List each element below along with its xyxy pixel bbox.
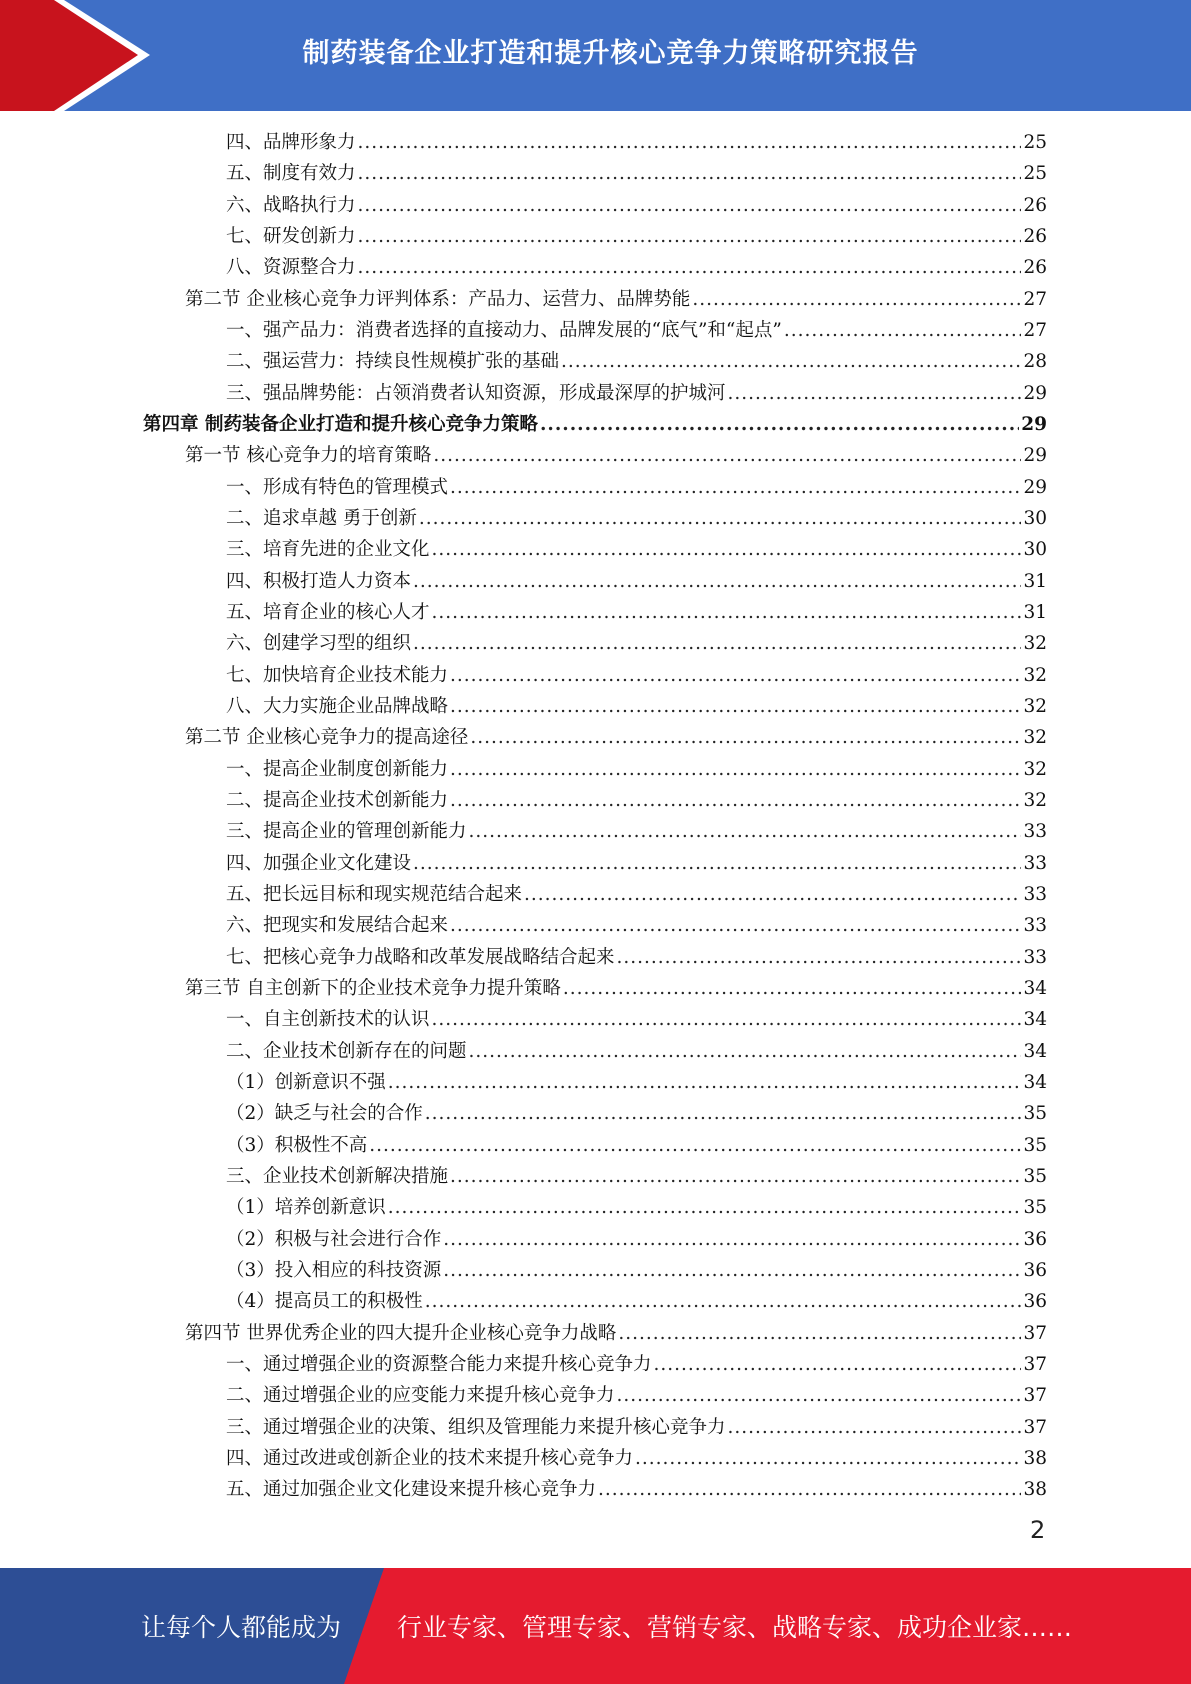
toc-entry-label: 四、积极打造人力资本 <box>226 570 412 592</box>
toc-entry-label: 一、自主创新技术的认识 <box>226 1009 430 1031</box>
toc-section-entry[interactable] <box>185 284 1047 315</box>
toc-subsection-entry[interactable] <box>226 1161 1047 1192</box>
toc-entry-page: 32 <box>1023 758 1047 780</box>
toc-dot-leader <box>617 1380 1022 1411</box>
toc-subsection-entry[interactable] <box>226 628 1047 659</box>
toc-entry-page: 32 <box>1023 727 1047 749</box>
toc-entry-page: 29 <box>1023 476 1047 498</box>
toc-dot-leader <box>432 1004 1022 1035</box>
toc-subsection-entry[interactable] <box>226 848 1047 879</box>
toc-dot-leader <box>469 816 1022 847</box>
toc-dot-leader <box>450 785 1021 816</box>
toc-entry-label: 四、加强企业文化建设 <box>226 852 412 874</box>
page-number: 2 <box>1030 1516 1046 1544</box>
toc-entry-label: （2）积极与社会进行合作 <box>226 1228 442 1250</box>
toc-entry-label: 第二节 企业核心竞争力评判体系：产品力、运营力、品牌势能 <box>185 288 691 310</box>
toc-entry-page: 35 <box>1023 1134 1047 1156</box>
toc-entry-page: 37 <box>1023 1353 1047 1375</box>
toc-dot-leader <box>469 1036 1022 1067</box>
footer-slogan-left: 让每个人都能成为 <box>141 1613 342 1642</box>
toc-entry-label: 四、通过改进或创新企业的技术来提升核心竞争力 <box>226 1447 634 1469</box>
toc-dot-leader <box>450 660 1021 691</box>
toc-dot-leader <box>450 754 1021 785</box>
toc-dot-leader <box>728 378 1022 409</box>
toc-dot-leader <box>450 472 1021 503</box>
toc-entry-page: 32 <box>1023 695 1047 717</box>
toc-subsection-entry[interactable] <box>226 785 1047 816</box>
toc-entry-page: 30 <box>1023 539 1047 561</box>
toc-entry-page: 34 <box>1023 977 1047 999</box>
toc-entry-label: 第二节 企业核心竞争力的提高途径 <box>185 727 469 749</box>
toc-dot-leader <box>413 848 1021 879</box>
toc-dot-leader <box>358 190 1022 221</box>
toc-dot-leader <box>728 1412 1022 1443</box>
toc-entry-page: 35 <box>1023 1103 1047 1125</box>
toc-dot-leader <box>635 1443 1021 1474</box>
toc-dot-leader <box>540 409 1019 440</box>
toc-subsection-entry[interactable] <box>226 346 1047 377</box>
toc-entry-page: 33 <box>1023 883 1047 905</box>
toc-entry-label: 二、通过增强企业的应变能力来提升核心竞争力 <box>226 1385 615 1407</box>
toc-section-entry[interactable] <box>185 973 1047 1004</box>
toc-entry-page: 26 <box>1023 257 1047 279</box>
toc-entry-label: 三、培育先进的企业文化 <box>226 539 430 561</box>
toc-dot-leader <box>425 1286 1022 1317</box>
toc-subsection-entry[interactable] <box>226 127 1047 158</box>
toc-subsection-entry[interactable] <box>226 566 1047 597</box>
toc-entry-label: 第四节 世界优秀企业的四大提升企业核心竞争力战略 <box>185 1322 617 1344</box>
toc-subsection-entry[interactable] <box>226 1286 1047 1317</box>
toc-entry-label: 三、强品牌势能：占领消费者认知资源，形成最深厚的护城河 <box>226 382 726 404</box>
toc-dot-leader <box>358 221 1022 252</box>
toc-subsection-entry[interactable] <box>226 503 1047 534</box>
toc-dot-leader <box>388 1192 1022 1223</box>
toc-entry-page: 33 <box>1023 915 1047 937</box>
toc-dot-leader <box>369 1130 1021 1161</box>
toc-dot-leader <box>692 284 1021 315</box>
toc-dot-leader <box>432 597 1022 628</box>
toc-entry-label: 一、形成有特色的管理模式 <box>226 476 449 498</box>
toc-subsection-entry[interactable] <box>226 315 1047 346</box>
toc-subsection-entry[interactable] <box>226 660 1047 691</box>
toc-subsection-entry[interactable] <box>226 1067 1047 1098</box>
toc-subsection-entry[interactable] <box>226 1036 1047 1067</box>
toc-entry-label: 一、强产品力：消费者选择的直接动力、品牌发展的“底气”和“起点” <box>226 319 782 341</box>
toc-entry-label: 二、企业技术创新存在的问题 <box>226 1040 467 1062</box>
toc-entry-label: 六、创建学习型的组织 <box>226 633 412 655</box>
toc-subsection-entry[interactable] <box>226 378 1047 409</box>
toc-dot-leader <box>358 127 1022 158</box>
toc-subsection-entry[interactable] <box>226 910 1047 941</box>
toc-subsection-entry[interactable] <box>226 597 1047 628</box>
toc-entry-label: 一、通过增强企业的资源整合能力来提升核心竞争力 <box>226 1353 652 1375</box>
toc-entry-label: （3）积极性不高 <box>226 1134 368 1156</box>
toc-entry-page: 25 <box>1023 163 1047 185</box>
toc-dot-leader <box>470 722 1021 753</box>
toc-entry-page: 35 <box>1023 1165 1047 1187</box>
toc-entry-page: 29 <box>1023 382 1047 404</box>
toc-dot-leader <box>425 1098 1022 1129</box>
toc-dot-leader <box>563 973 1022 1004</box>
toc-entry-label: 五、培育企业的核心人才 <box>226 601 430 623</box>
toc-entry-page: 33 <box>1023 852 1047 874</box>
toc-entry-label: （1）创新意识不强 <box>226 1071 386 1093</box>
toc-entry-page: 36 <box>1023 1259 1047 1281</box>
toc-entry-label: 八、资源整合力 <box>226 257 356 279</box>
toc-entry-label: 七、研发创新力 <box>226 225 356 247</box>
toc-entry-label: 第三节 自主创新下的企业技术竞争力提升策略 <box>185 977 561 999</box>
toc-entry-page: 38 <box>1023 1447 1047 1469</box>
toc-dot-leader <box>358 252 1022 283</box>
toc-section-entry[interactable] <box>185 1318 1047 1349</box>
toc-entry-page: 35 <box>1023 1197 1047 1219</box>
toc-entry-page: 32 <box>1023 633 1047 655</box>
toc-entry-page: 34 <box>1023 1071 1047 1093</box>
toc-entry-page: 37 <box>1023 1416 1047 1438</box>
toc-dot-leader <box>784 315 1022 346</box>
toc-dot-leader <box>450 1161 1021 1192</box>
toc-dot-leader <box>413 628 1021 659</box>
toc-dot-leader <box>443 1255 1021 1286</box>
toc-entry-page: 31 <box>1023 570 1047 592</box>
toc-entry-label: 二、追求卓越 勇于创新 <box>226 507 417 529</box>
footer-slogan-right: 行业专家、管理专家、营销专家、战略专家、成功企业家…… <box>397 1613 1073 1642</box>
toc-entry-label: 七、加快培育企业技术能力 <box>226 664 449 686</box>
toc-subsection-entry[interactable] <box>226 158 1047 189</box>
toc-subsection-entry[interactable] <box>226 754 1047 785</box>
toc-entry-label: 三、通过增强企业的决策、组织及管理能力来提升核心竞争力 <box>226 1416 726 1438</box>
toc-entry-page: 38 <box>1023 1479 1047 1501</box>
toc-entry-label: 五、把长远目标和现实规范结合起来 <box>226 883 523 905</box>
toc-entry-label: 第一节 核心竞争力的培育策略 <box>185 445 432 467</box>
toc-dot-leader <box>617 942 1022 973</box>
toc-dot-leader <box>524 879 1021 910</box>
toc-entry-label: 六、战略执行力 <box>226 194 356 216</box>
toc-entry-label: （1）培养创新意识 <box>226 1197 386 1219</box>
toc-entry-label: 三、提高企业的管理创新能力 <box>226 821 467 843</box>
toc-subsection-entry[interactable] <box>226 1255 1047 1286</box>
toc-entry-label: 三、企业技术创新解决措施 <box>226 1165 449 1187</box>
toc-entry-label: （4）提高员工的积极性 <box>226 1291 423 1313</box>
toc-dot-leader <box>561 346 1021 377</box>
toc-subsection-entry[interactable] <box>226 190 1047 221</box>
toc-entry-page: 29 <box>1021 413 1047 435</box>
toc-subsection-entry[interactable] <box>226 1004 1047 1035</box>
toc-dot-leader <box>450 910 1021 941</box>
toc-entry-page: 26 <box>1023 225 1047 247</box>
toc-subsection-entry[interactable] <box>226 1443 1047 1474</box>
toc-dot-leader <box>419 503 1022 534</box>
toc-entry-label: （2）缺乏与社会的合作 <box>226 1103 423 1125</box>
toc-dot-leader <box>388 1067 1022 1098</box>
toc-dot-leader <box>443 1224 1021 1255</box>
report-title: 制药装备企业打造和提升核心竞争力策略研究报告 <box>302 37 919 69</box>
toc-entry-page: 31 <box>1023 601 1047 623</box>
toc-subsection-entry[interactable] <box>226 1130 1047 1161</box>
toc-dot-leader <box>450 691 1021 722</box>
toc-subsection-entry[interactable] <box>226 879 1047 910</box>
toc-subsection-entry[interactable] <box>226 1224 1047 1255</box>
toc-entry-label: 二、提高企业技术创新能力 <box>226 789 449 811</box>
toc-entry-page: 37 <box>1023 1385 1047 1407</box>
toc-entry-page: 32 <box>1023 789 1047 811</box>
toc-section-entry[interactable] <box>185 440 1047 471</box>
toc-entry-page: 36 <box>1023 1228 1047 1250</box>
toc-entry-label: 四、品牌形象力 <box>226 132 356 153</box>
toc-entry-label: 五、制度有效力 <box>226 163 356 185</box>
toc-section-entry[interactable] <box>185 722 1047 753</box>
toc-entry-label: 六、把现实和发展结合起来 <box>226 915 449 937</box>
toc-entry-page: 34 <box>1023 1040 1047 1062</box>
toc-dot-leader <box>598 1474 1021 1505</box>
toc-subsection-entry[interactable] <box>226 1349 1047 1380</box>
toc-subsection-entry[interactable] <box>226 1192 1047 1223</box>
toc-dot-leader <box>433 440 1021 471</box>
toc-entry-page: 33 <box>1023 946 1047 968</box>
toc-entry-page: 36 <box>1023 1291 1047 1313</box>
toc-entry-page: 29 <box>1023 445 1047 467</box>
page-header <box>0 0 1191 111</box>
toc-subsection-entry[interactable] <box>226 816 1047 847</box>
toc-entry-page: 32 <box>1023 664 1047 686</box>
toc-entry-page: 34 <box>1023 1009 1047 1031</box>
toc-subsection-entry[interactable] <box>226 1412 1047 1443</box>
toc-dot-leader <box>358 158 1022 189</box>
toc-subsection-entry[interactable] <box>226 472 1047 503</box>
toc-entry-page: 27 <box>1023 319 1047 341</box>
toc-entry-page: 27 <box>1023 288 1047 310</box>
toc-entry-page: 30 <box>1023 507 1047 529</box>
toc-chapter-entry[interactable] <box>143 409 1047 440</box>
toc-dot-leader <box>432 534 1022 565</box>
toc-subsection-entry[interactable] <box>226 534 1047 565</box>
toc-entry-label: 八、大力实施企业品牌战略 <box>226 695 449 717</box>
toc-subsection-entry[interactable] <box>226 221 1047 252</box>
toc-subsection-entry[interactable] <box>226 942 1047 973</box>
toc-entry-page: 25 <box>1023 132 1047 153</box>
toc-entry-page: 33 <box>1023 821 1047 843</box>
toc-dot-leader <box>654 1349 1022 1380</box>
toc-subsection-entry[interactable] <box>226 691 1047 722</box>
page-footer <box>0 1568 1191 1684</box>
toc-dot-leader <box>413 566 1021 597</box>
toc-subsection-entry[interactable] <box>226 252 1047 283</box>
toc-entry-label: 二、强运营力：持续良性规模扩张的基础 <box>226 351 560 373</box>
toc-entry-page: 26 <box>1023 194 1047 216</box>
toc-subsection-entry[interactable] <box>226 1380 1047 1411</box>
toc-entry-label: 五、通过加强企业文化建设来提升核心竞争力 <box>226 1479 597 1501</box>
toc-entry-label: 一、提高企业制度创新能力 <box>226 758 449 780</box>
toc-subsection-entry[interactable] <box>226 1098 1047 1129</box>
toc-entry-page: 37 <box>1023 1322 1047 1344</box>
toc-dot-leader <box>618 1318 1021 1349</box>
toc-entry-label: 第四章 制药装备企业打造和提升核心竞争力策略 <box>143 413 538 435</box>
toc-entry-label: 七、把核心竞争力战略和改革发展战略结合起来 <box>226 946 615 968</box>
toc-entry-label: （3）投入相应的科技资源 <box>226 1259 442 1281</box>
toc-entry-page: 28 <box>1023 351 1047 373</box>
toc-subsection-entry[interactable] <box>226 1474 1047 1505</box>
